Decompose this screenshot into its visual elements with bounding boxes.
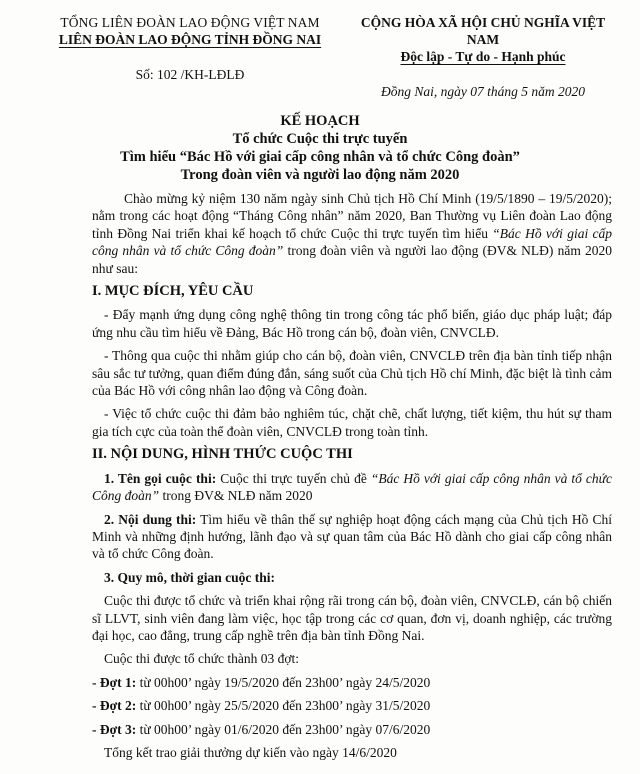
section-1-paragraph-1: - Đẩy mạnh ứng dụng công nghệ thông tin trong công tác phổ biến, giáo dục pháp luật; đáp ứng nhu cầu tìm hiểu về Đảng, Bác Hồ trong cán bộ, đoàn viên, CNVCLĐ.	[92, 307, 612, 340]
document-title-block	[40, 112, 600, 184]
round-3	[92, 721, 612, 738]
issuer-header	[40, 14, 340, 83]
item-1-text-b: trong ĐV& NLĐ năm 2020	[159, 488, 313, 504]
intro-paragraph	[92, 190, 612, 277]
place-date: Đồng Nai, ngày 07 tháng 5 năm 2020	[381, 84, 585, 99]
closing-paragraph: Tổng kết trao giải thưởng dự kiến vào ngày 14/6/2020	[104, 744, 397, 760]
intro-contest-name: “Bác Hồ với giai cấp công nhân và tổ chức Công đoàn”	[92, 225, 612, 259]
item-3-paragraph-2: Cuộc thi được tổ chức thành 03 đợt:	[104, 651, 300, 667]
section-1-paragraph-2: - Thông qua cuộc thi nhằm giúp cho cán bộ, đoàn viên, CNVCLĐ trên địa bàn tỉnh tiếp nhận sâu sắc tư tưởng, quan điểm đúng đắn, sáng suốt của Chủ tịch Hồ chí Minh, đặc biệt là tình cảm của Bác Hồ với công nhân lao động và Công đoàn.	[92, 348, 612, 399]
round-3-text: từ 00h00’ ngày 01/6/2020 đến 23h00’ ngày 07/6/2020	[136, 721, 431, 737]
section-2-heading: II. NỘI DUNG, HÌNH THỨC CUỘC THI	[92, 446, 353, 463]
round-1-text: từ 00h00’ ngày 19/5/2020 đến 23h00’ ngày 24/5/2020	[136, 674, 431, 690]
item-2-label: 2. Nội dung thi:	[104, 511, 197, 527]
item-1-paragraph	[92, 470, 612, 505]
document-type: KẾ HOẠCH	[280, 113, 360, 129]
item-1-text-a: Cuộc thi trực tuyến chủ đề	[216, 470, 371, 486]
section-1-paragraph-3: - Việc tổ chức cuộc thi đảm bảo nghiêm túc, chặt chẽ, chất lượng, tiết kiệm, thu hút sự tham gia tích cực của toàn thể đoàn viên, CNVCLĐ trong toàn tỉnh.	[92, 406, 612, 439]
item-2-paragraph	[92, 511, 612, 563]
title-line-2: Tìm hiểu “Bác Hồ với giai cấp công nhân và tổ chức Công đoàn”	[120, 149, 520, 165]
round-1-label: - Đợt 1:	[92, 674, 137, 690]
document-body	[92, 190, 612, 767]
round-2-text: từ 00h00’ ngày 25/5/2020 đến 23h00’ ngày 31/5/2020	[136, 698, 431, 714]
round-2-label: - Đợt 2:	[92, 698, 137, 714]
item-2-text: Tìm hiểu về thân thế sự nghiệp hoạt động cách mạng của Chủ tịch Hồ Chí Minh và những định hướng, lãnh đạo và sự quan tâm của Bác Hồ dành cho giai cấp công nhân và tổ chức Công đoàn.	[92, 511, 613, 562]
title-line-3: Trong đoàn viên và người lao động năm 2020	[180, 167, 460, 183]
nation-name: CỘNG HÒA XÃ HỘI CHỦ NGHĨA VIỆT NAM	[360, 15, 606, 47]
round-1	[92, 674, 612, 691]
national-motto: Độc lập - Tự do - Hạnh phúc	[400, 49, 566, 64]
item-1-contest-name: “Bác Hồ với giai cấp công nhân và tổ chức Công đoàn”	[92, 470, 612, 504]
round-2	[92, 697, 612, 714]
intro-text-b: trong đoàn viên và người lao động (ĐV& NLĐ) năm 2020 như sau:	[92, 243, 612, 276]
item-3-heading: 3. Quy mô, thời gian cuộc thi:	[104, 569, 275, 585]
item-3-paragraph-1: Cuộc thi được tổ chức và triển khai rộng rãi trong cán bộ, đoàn viên, CNVCLĐ, cán bộ chiến sĩ LLVT, sinh viên đang làm việc, học tập trong các cơ quan, đơn vị, doanh nghiệp, các trường đại học, cao đẳng, trung cấp nghề trên địa bàn tỉnh Đồng Nai.	[92, 593, 612, 643]
title-line-1: Tổ chức Cuộc thi trực tuyến	[232, 131, 408, 147]
issuing-organization: LIÊN ĐOÀN LAO ĐỘNG TỈNH ĐỒNG NAI	[58, 32, 322, 47]
document-number: Số: 102 /KH-LĐLĐ	[135, 67, 245, 82]
intro-text-a: Chào mừng kỷ niệm 130 năm ngày sinh Chủ tịch Hồ Chí Minh (19/5/1890 – 19/5/2020); nằm trong các hoạt động “Tháng Công nhân” năm 2020, Ban Thường vụ Liên đoàn Lao động tỉnh Đồng Nai triển khai kế hoạch tổ chức Cuộc thi trực tuyến tìm hiểu	[92, 191, 612, 241]
round-3-label: - Đợt 3:	[92, 721, 137, 737]
parent-organization: TỔNG LIÊN ĐOÀN LAO ĐỘNG VIỆT NAM	[60, 15, 320, 30]
section-1-heading: I. MỤC ĐÍCH, YÊU CẦU	[92, 283, 254, 300]
item-1-label: 1. Tên gọi cuộc thi:	[104, 470, 217, 486]
national-header	[348, 14, 618, 100]
